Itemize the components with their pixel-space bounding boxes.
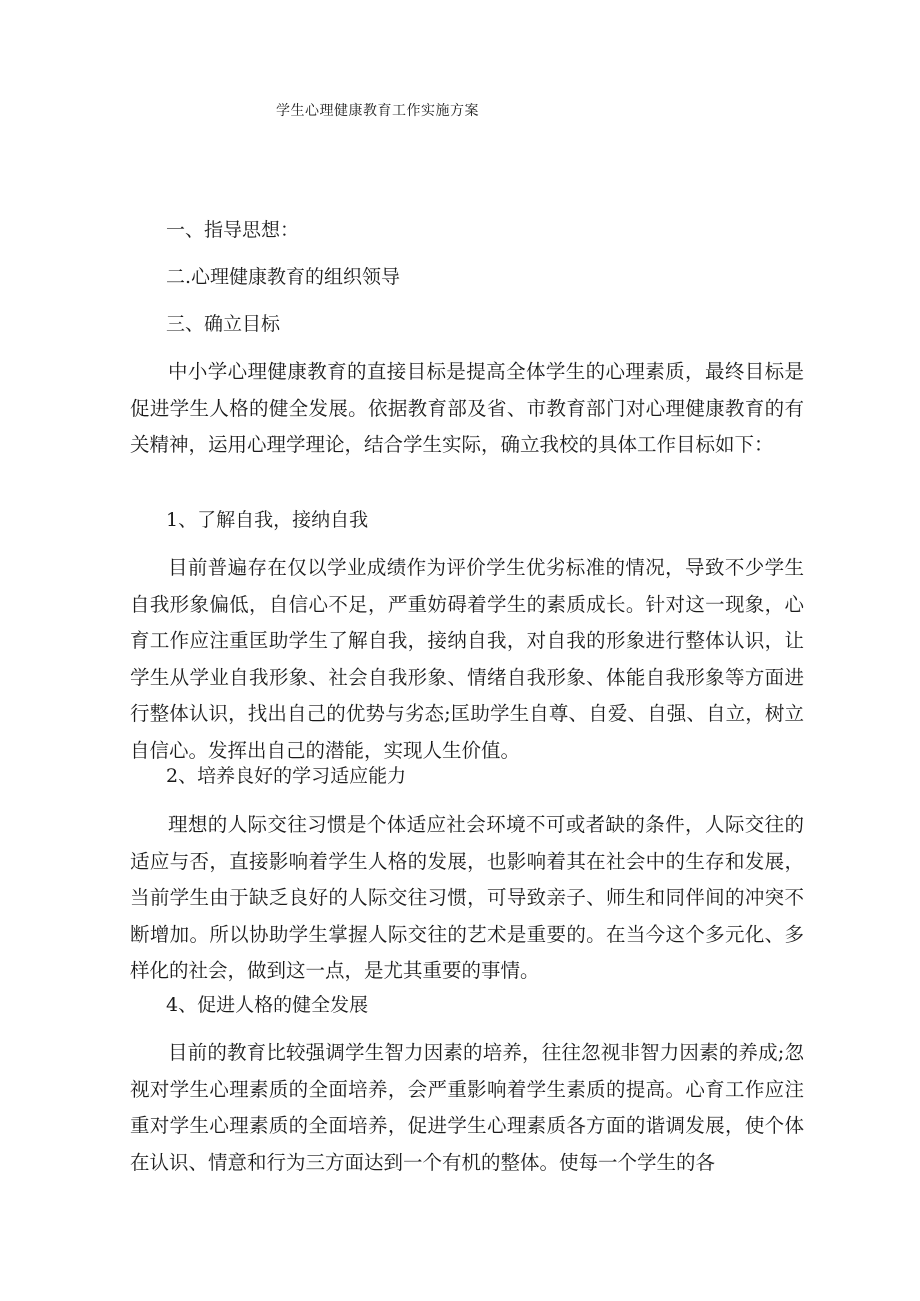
section-heading-guiding-ideology: 一、指导思想：: [166, 219, 300, 241]
paragraph-personality-development: 目前的教育比较强调学生智力因素的培养，往往忽视非智力因素的养成;忽视对学生心理素质的全面培养，会严重影响着学生素质的提高。心育工作应注重对学生心理素质的全面培养，促进学生心理素质各方面的谐调发展，使个体在认识、情意和行为三方面达到一个有机的整体。使每一个学生的各: [130, 1041, 804, 1174]
paragraph-goals-intro: 中小学心理健康教育的直接目标是提高全体学生的心理素质，最终目标是促进学生人格的健全发展。依据教育部及省、市教育部门对心理健康教育的有关精神，运用心理学理论，结合学生实际，确立我校的具体工作目标如下：: [130, 360, 804, 456]
subheading-personality-development: 4、促进人格的健全发展: [166, 994, 369, 1016]
paragraph-interpersonal: 理想的人际交往习惯是个体适应社会环境不可或者缺的条件，人际交往的适应与否，直接影响着学生人格的发展，也影响着其在社会中的生存和发展，当前学生由于缺乏良好的人际交往习惯，可导致亲子、师生和同伴间的冲突不断增加。所以协助学生掌握人际交往的艺术是重要的。在当今这个多元化、多样化的社会，做到这一点，是尤其重要的事情。: [130, 813, 804, 982]
document-title: 学生心理健康教育工作实施方案: [276, 103, 479, 119]
paragraph-know-yourself: 目前普遍存在仅以学业成绩作为评价学生优劣标准的情况，导致不少学生自我形象偏低，自信心不足，严重妨碍着学生的素质成长。针对这一现象，心育工作应注重匡助学生了解自我，接纳自我，对自我的形象进行整体认识，让学生从学业自我形象、社会自我形象、情绪自我形象、体能自我形象等方面进行整体认识，找出自己的优势与劣态;匡助学生自尊、自爱、自强、自立，树立自信心。发挥出自己的潜能，实现人生价值。: [130, 556, 804, 762]
subheading-learning-adaptability: 2、培养良好的学习适应能力: [166, 765, 407, 787]
section-heading-organization-leadership: 二.心理健康教育的组织领导: [166, 266, 401, 288]
subheading-know-yourself: 1、了解自我，接纳自我: [166, 509, 369, 531]
section-heading-establish-goals: 三、确立目标: [166, 313, 281, 335]
